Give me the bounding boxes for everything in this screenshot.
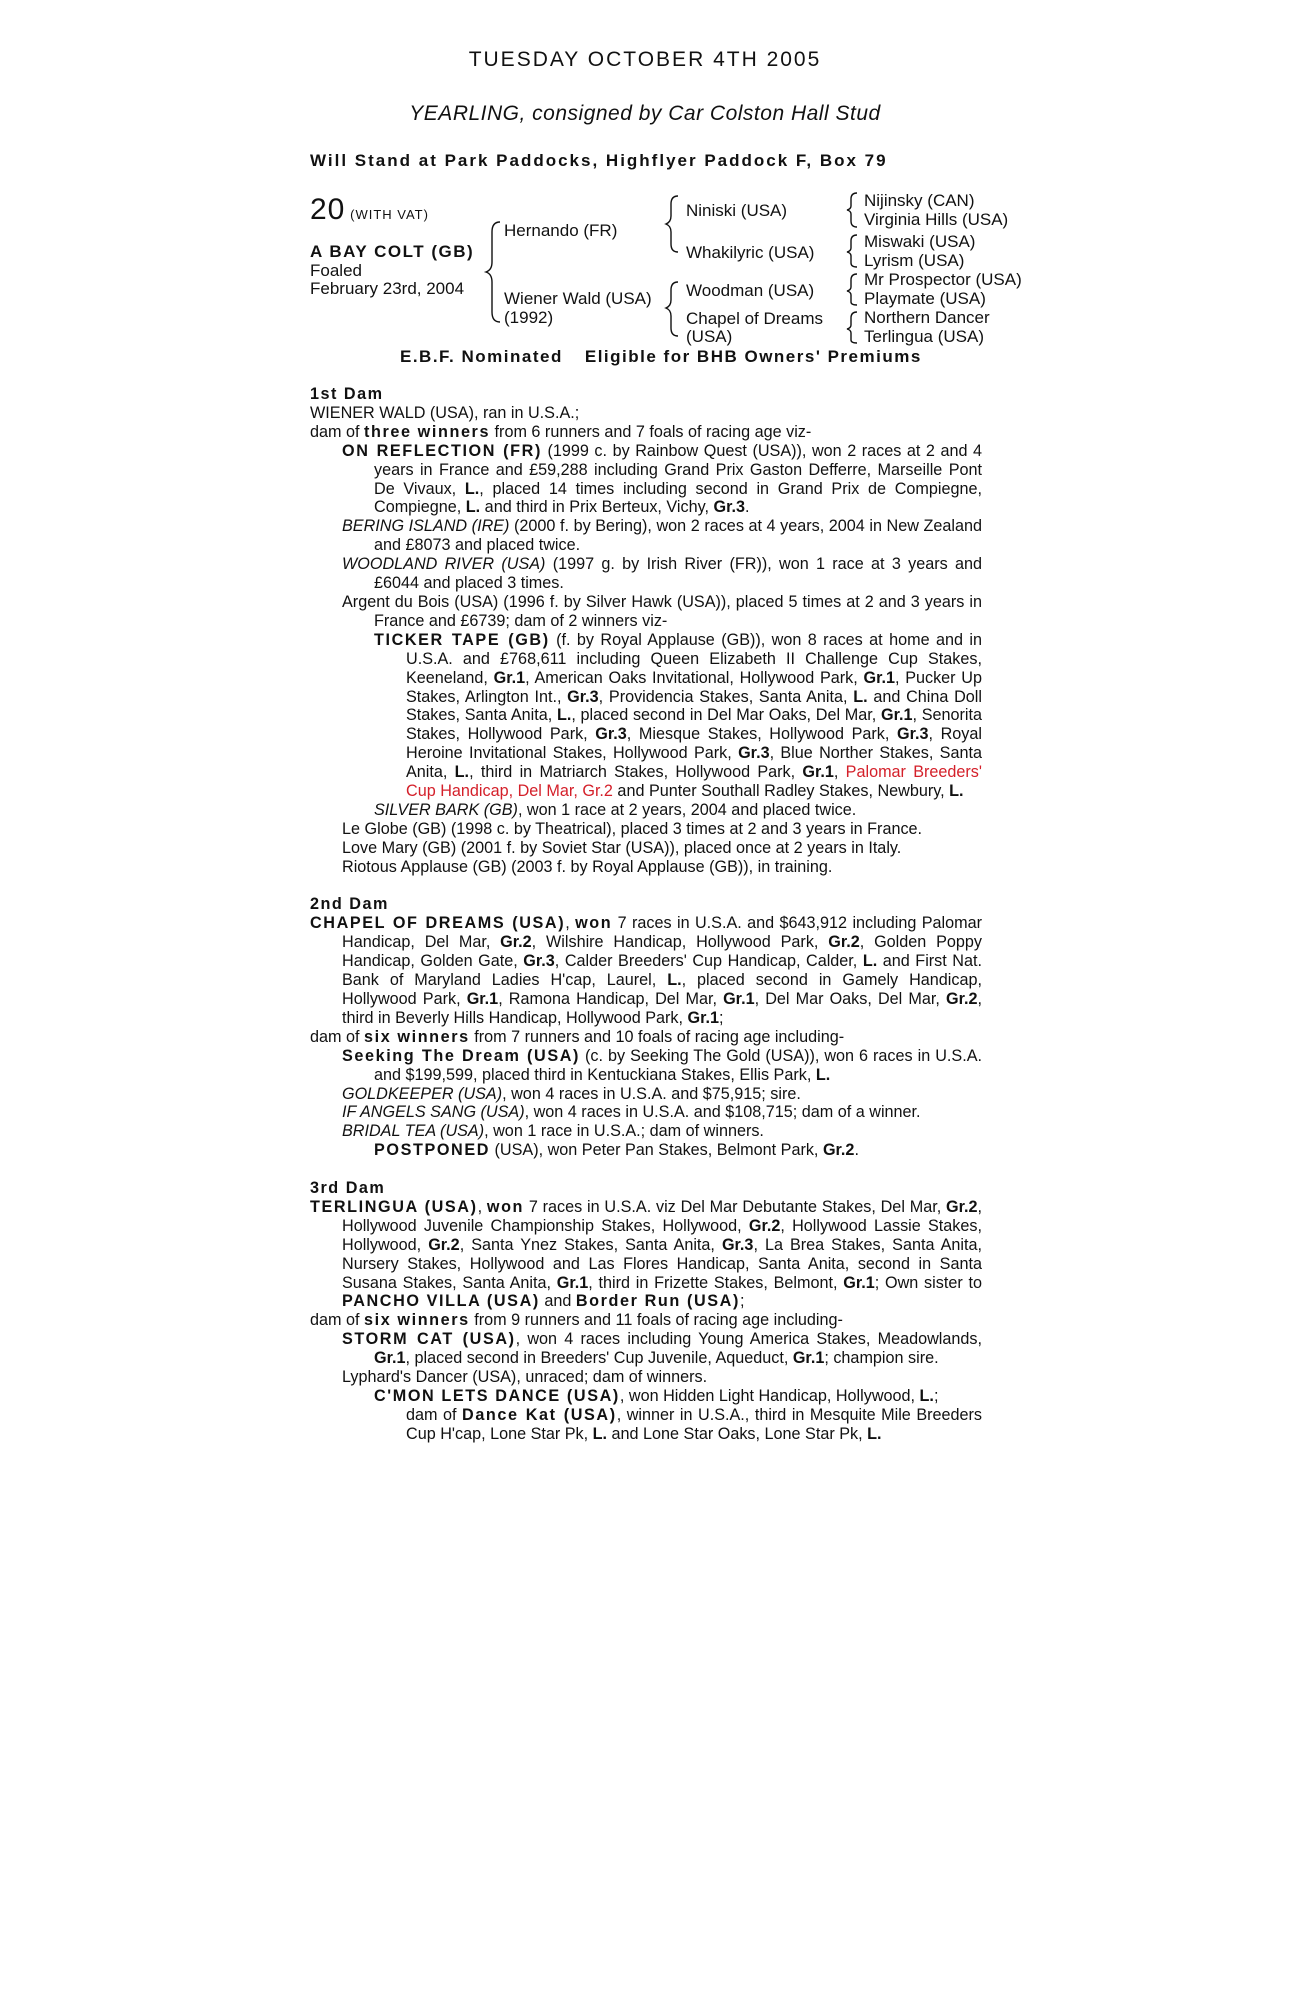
third-dam-record: TERLINGUA (USA), won 7 races in U.S.A. viz Del Mar Debutante Stakes, Del Mar, Gr.2, Hollywood Juvenile Championship Stakes, Hollywood, Gr.2, Hollywood Lassie Stakes, Hollywood, Gr.2, Santa Ynez Stakes, Santa Anita, Gr.3, La Brea Stakes, Santa Anita, Nursery Stakes, Hollywood and Las Flores Handicap, Santa Anita, second in Santa Susana Stakes, Santa Anita, Gr.1, third in Frizette Stakes, Belmont, Gr.1; Own sister to PANCHO VILLA (USA) and Border Run (USA); (310, 1197, 982, 1311)
stand-location: Will Stand at Park Paddocks, Highflyer Paddock F, Box 79 (310, 151, 888, 170)
progeny-argent-du-bois: Argent du Bois (USA) (1996 f. by Silver Hawk (USA)), placed 5 times at 2 and 3 years in France and £6739; dam of 2 winners viz- (342, 592, 982, 630)
dam-name: Wiener Wald (USA) (504, 289, 652, 308)
sire-dam: Whakilyric (USA) (686, 243, 815, 262)
third-dam-heading: 3rd Dam (310, 1179, 386, 1198)
lot-number: 20 (310, 193, 346, 226)
great-grandprogeny-dance-kat: dam of Dance Kat (USA), winner in U.S.A., third in Mesquite Mile Breeders Cup H'cap, Lone Star Pk, L. and Lone Star Oaks, Lone Star Pk, L. (406, 1405, 983, 1443)
pedigree-block (0, 0, 1290, 360)
progeny-le-globe: Le Globe (GB) (1998 c. by Theatrical), placed 3 times at 2 and 3 years in France. (342, 819, 923, 838)
lot-number-line (310, 193, 429, 227)
second-dam-heading: 2nd Dam (310, 895, 389, 914)
first-dam-produce-summary: dam of three winners from 6 runners and 7 foals of racing age viz- (310, 422, 812, 441)
progeny-if-angels-sang: IF ANGELS SANG (USA), won 4 races in U.S.A. and $108,715; dam of a winner. (342, 1103, 921, 1122)
great-grandparent-5: Mr Prospector (USA) (864, 270, 1022, 289)
grandprogeny-silver-bark: SILVER BARK (GB), won 1 race at 2 years, 2004 and placed twice. (374, 800, 857, 819)
consignment-line: YEARLING, consigned by Car Colston Hall Stud (409, 102, 881, 125)
grandprogeny-cmon-lets-dance: C'MON LETS DANCE (USA), won Hidden Light Handicap, Hollywood, L.; (374, 1387, 939, 1405)
foaled-label: Foaled (310, 261, 362, 280)
great-grandparent-4: Lyrism (USA) (864, 251, 965, 270)
progeny-lyphards-dancer: Lyphard's Dancer (USA), unraced; dam of winners. (342, 1368, 708, 1387)
progeny-love-mary: Love Mary (GB) (2001 f. by Soviet Star (USA)), placed once at 2 years in Italy. (342, 838, 902, 857)
brace-gg3 (847, 274, 857, 305)
brace-sire (666, 196, 678, 252)
dam-dam-country: (USA) (686, 327, 733, 346)
great-grandparent-6: Playmate (USA) (864, 289, 986, 308)
second-dam-record: CHAPEL OF DREAMS (USA), won 7 races in U.S.A. and $643,912 including Palomar Handicap, Del Mar, Gr.2, Wilshire Handicap, Hollywood Park, Gr.2, Golden Poppy Handicap, Golden Gate, Gr.3, Calder Breeders' Cup Handicap, Calder, L. and First Nat. Bank of Maryland Ladies H'cap, Laurel, L., placed second in Gamely Handicap, Hollywood Park, Gr.1, Ramona Handicap, Del Mar, Gr.1, Del Mar Oaks, Del Mar, Gr.2, third in Beverly Hills Handicap, Hollywood Park, Gr.1; (310, 914, 983, 1027)
catalogue-body (310, 385, 982, 1444)
vat-note: (WITH VAT) (350, 207, 429, 222)
highlighted-race: Palomar Breeders' Cup Handicap, Del Mar, Gr.2 (406, 763, 982, 801)
great-grandparent-3: Miswaki (USA) (864, 232, 976, 251)
sire-sire: Niniski (USA) (686, 201, 788, 220)
foaled-date: February 23rd, 2004 (310, 279, 465, 298)
second-dam-produce-summary: dam of six winners from 7 runners and 10 foals of racing age including- (310, 1027, 845, 1046)
grandprogeny-ticker-tape: TICKER TAPE (GB) (f. by Royal Applause (GB)), won 8 races at home and in U.S.A. and £768,611 including Queen Elizabeth II Challenge Cup Stakes, Keeneland, Gr.1, American Oaks Invitational, Hollywood Park, Gr.1, Pucker Up Stakes, Arlington Int., Gr.3, Providencia Stakes, Santa Anita, L. and China Doll Stakes, Santa Anita, L., placed second in Del Mar Oaks, Del Mar, Gr.1, Senorita Stakes, Hollywood Park, Gr.3, Miesque Stakes, Hollywood Park, Gr.3, Royal Heroine Invitational Stakes, Hollywood Park, Gr.3, Blue Norther Stakes, Santa Anita, L., third in Matriarch Stakes, Hollywood Park, Gr.1, Palomar Breeders' Cup Handicap, Del Mar, Gr.2 and Punter Southall Radley Stakes, Newbury, L. (374, 630, 982, 801)
dam-dam: Chapel of Dreams (686, 309, 824, 328)
ebf-nominated: E.B.F. Nominated (400, 347, 563, 366)
dam-sire: Woodman (USA) (686, 281, 815, 300)
brace-gg4 (847, 312, 857, 343)
first-dam-name: WIENER WALD (USA), ran in U.S.A.; (310, 403, 580, 422)
progeny-storm-cat: STORM CAT (USA), won 4 races including Young America Stakes, Meadowlands, Gr.1, placed second in Breeders' Cup Juvenile, Aqueduct, Gr.1; champion sire. (342, 1330, 982, 1368)
progeny-seeking-the-dream: Seeking The Dream (USA) (c. by Seeking The Gold (USA)), won 6 races in U.S.A. and $199,599, placed third in Kentuckiana Stakes, Ellis Park, L. (342, 1046, 983, 1084)
brace-gg1 (847, 193, 857, 227)
great-grandparent-2: Virginia Hills (USA) (864, 210, 1009, 229)
grandprogeny-postponed: POSTPONED (USA), won Peter Pan Stakes, Belmont Park, Gr.2. (374, 1141, 859, 1160)
eligibility-line (400, 347, 922, 367)
progeny-woodland-river: WOODLAND RIVER (USA) (1997 g. by Irish River (FR)), won 1 race at 3 years and £6044 and placed 3 times. (342, 555, 982, 593)
sire-name: Hernando (FR) (504, 221, 618, 240)
progeny-bridal-tea: BRIDAL TEA (USA), won 1 race in U.S.A.; dam of winners. (342, 1122, 764, 1141)
progeny-riotous-applause: Riotous Applause (GB) (2003 f. by Royal Applause (GB)), in training. (342, 857, 833, 876)
sale-date: TUESDAY OCTOBER 4TH 2005 (468, 48, 822, 71)
bhb-eligible: Eligible for BHB Owners' Premiums (584, 347, 922, 366)
lot-description: A BAY COLT (GB) (310, 242, 475, 261)
third-dam-produce-summary: dam of six winners from 9 runners and 11 foals of racing age including- (310, 1311, 843, 1330)
progeny-goldkeeper: GOLDKEEPER (USA), won 4 races in U.S.A. and $75,915; sire. (342, 1084, 801, 1103)
great-grandparent-8: Terlingua (USA) (864, 327, 984, 346)
progeny-on-reflection: ON REFLECTION (FR) (1999 c. by Rainbow Quest (USA)), won 2 races at 2 and 4 years in France and £59,288 including Grand Prix Gaston Defferre, Marseille Pont De Vivaux, L., placed 14 times including second in Grand Prix de Compiegne, Compiegne, L. and third in Prix Berteux, Vichy, Gr.3. (342, 441, 983, 517)
great-grandparent-7: Northern Dancer (864, 308, 990, 327)
dam-year: (1992) (504, 308, 554, 327)
progeny-bering-island: BERING ISLAND (IRE) (2000 f. by Bering), won 2 races at 4 years, 2004 in New Zealand and £8073 and placed twice. (342, 517, 982, 555)
brace-dam (666, 282, 678, 336)
brace-gg2 (847, 235, 857, 267)
first-dam-heading: 1st Dam (310, 385, 384, 403)
brace-main (486, 222, 500, 322)
great-grandparent-1: Nijinsky (CAN) (864, 191, 975, 210)
